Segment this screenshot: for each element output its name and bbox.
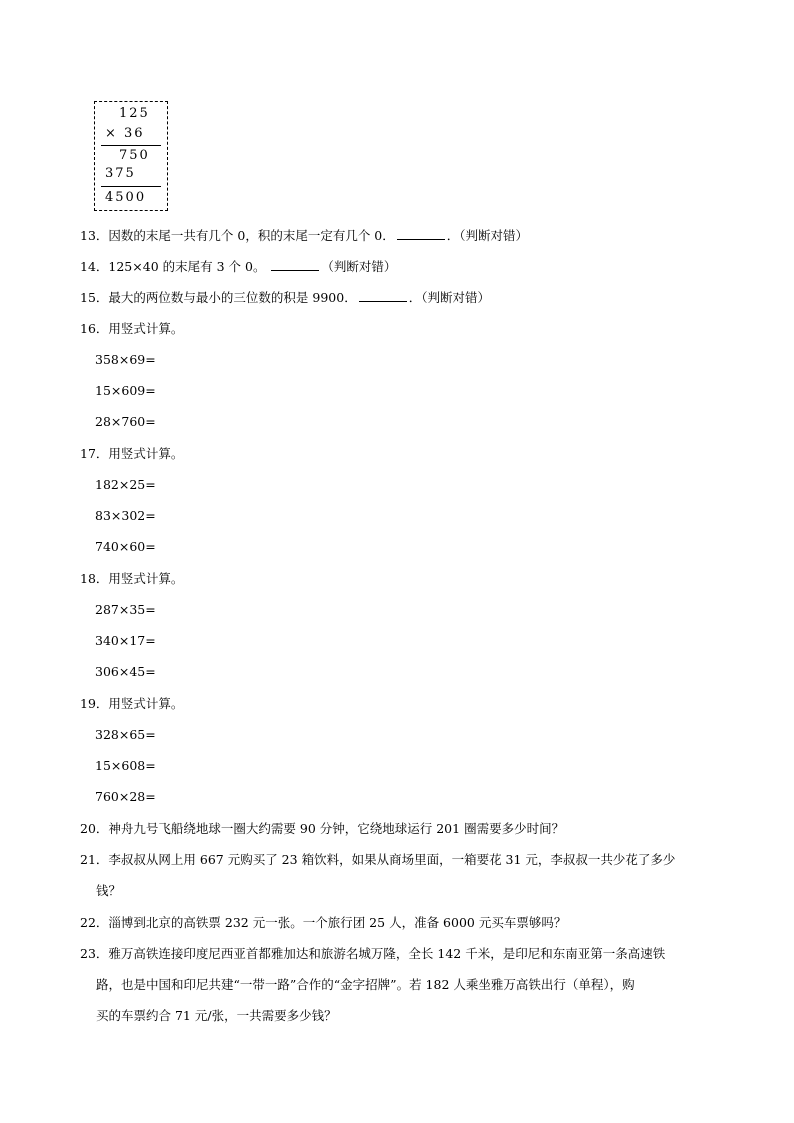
question-text: 李叔叔从网上用 667 元购买了 23 箱饮料，如果从商场里面，一箱要花 31 元，李叔叔一共少花了多少	[108, 852, 676, 867]
calc-row-multiplier: × 36	[105, 126, 145, 141]
question-17	[80, 446, 183, 462]
question-21	[80, 852, 675, 868]
calc-row-product: 4500	[105, 190, 147, 205]
question-23-continuation-2: 买的车票约合 71 元/张，一共需要多少钱？	[96, 1008, 337, 1023]
question-number: 15．	[80, 290, 109, 305]
calc-item: 340×17=	[95, 633, 156, 648]
question-number: 16．	[80, 321, 109, 336]
answer-blank[interactable]	[271, 259, 319, 271]
calc-row-partial-1: 750	[119, 148, 150, 163]
question-number: 14．	[80, 259, 109, 274]
question-16	[80, 321, 183, 337]
calc-item: 15×608=	[95, 758, 156, 773]
question-text: 用竖式计算。	[108, 321, 184, 336]
question-text: 因数的末尾一共有几个 0，积的末尾一定有几个 0．	[108, 228, 395, 243]
answer-blank[interactable]	[359, 290, 407, 302]
question-number: 19．	[80, 696, 109, 711]
question-text: 最大的两位数与最小的三位数的积是 9900．	[108, 290, 357, 305]
question-22	[80, 915, 566, 931]
question-14	[80, 259, 396, 275]
calc-item: 182×25=	[95, 477, 156, 492]
calc-item: 287×35=	[95, 602, 156, 617]
calc-rule-2	[101, 186, 161, 187]
question-number: 20．	[80, 821, 109, 836]
calc-rule-1	[101, 145, 161, 146]
question-23	[80, 946, 665, 962]
question-text: 神舟九号飞船绕地球一圈大约需要 90 分钟，它绕地球运行 201 圈需要多少时间？	[108, 821, 565, 836]
question-number: 23．	[80, 946, 109, 961]
question-text: 用竖式计算。	[108, 571, 184, 586]
vertical-multiplication-box	[94, 101, 168, 211]
question-number: 18．	[80, 571, 109, 586]
question-suffix: ．（判断对错）	[446, 228, 529, 243]
calc-row-multiplicand: 125	[119, 106, 150, 121]
question-20	[80, 821, 564, 837]
question-text: 用竖式计算。	[108, 446, 184, 461]
question-19	[80, 696, 183, 712]
question-number: 13．	[80, 228, 109, 243]
calc-item: 328×65=	[95, 727, 156, 742]
question-text: 125×40 的末尾有 3 个 0。	[108, 259, 270, 274]
question-text: 雅万高铁连接印度尼西亚首都雅加达和旅游名城万隆，全长 142 千米，是印尼和东南亚第一条高速铁	[108, 946, 666, 961]
calc-item: 28×760=	[95, 414, 156, 429]
calc-item: 15×609=	[95, 383, 156, 398]
question-suffix: （判断对错）	[321, 259, 397, 274]
answer-blank[interactable]	[397, 228, 445, 240]
question-number: 22．	[80, 915, 109, 930]
calc-item: 740×60=	[95, 539, 156, 554]
question-number: 17．	[80, 446, 109, 461]
question-23-continuation-1: 路，也是中国和印尼共建“一带一路”合作的“金字招牌”。若 182 人乘坐雅万高铁出行（单程），购	[96, 977, 635, 992]
calc-item: 760×28=	[95, 789, 156, 804]
question-13	[80, 228, 528, 244]
calc-item: 306×45=	[95, 664, 156, 679]
question-text: 淄博到北京的高铁票 232 元一张。一个旅行团 25 人，准备 6000 元买车票够吗？	[108, 915, 567, 930]
question-suffix: ．（判断对错）	[408, 290, 490, 305]
question-15	[80, 290, 490, 306]
calc-item: 358×69=	[95, 352, 156, 367]
question-text: 用竖式计算。	[108, 696, 184, 711]
question-number: 21．	[80, 852, 109, 867]
calc-row-partial-2: 375	[105, 166, 136, 181]
question-21-continuation: 钱？	[96, 883, 122, 898]
calc-item: 83×302=	[95, 508, 156, 523]
question-18	[80, 571, 183, 587]
